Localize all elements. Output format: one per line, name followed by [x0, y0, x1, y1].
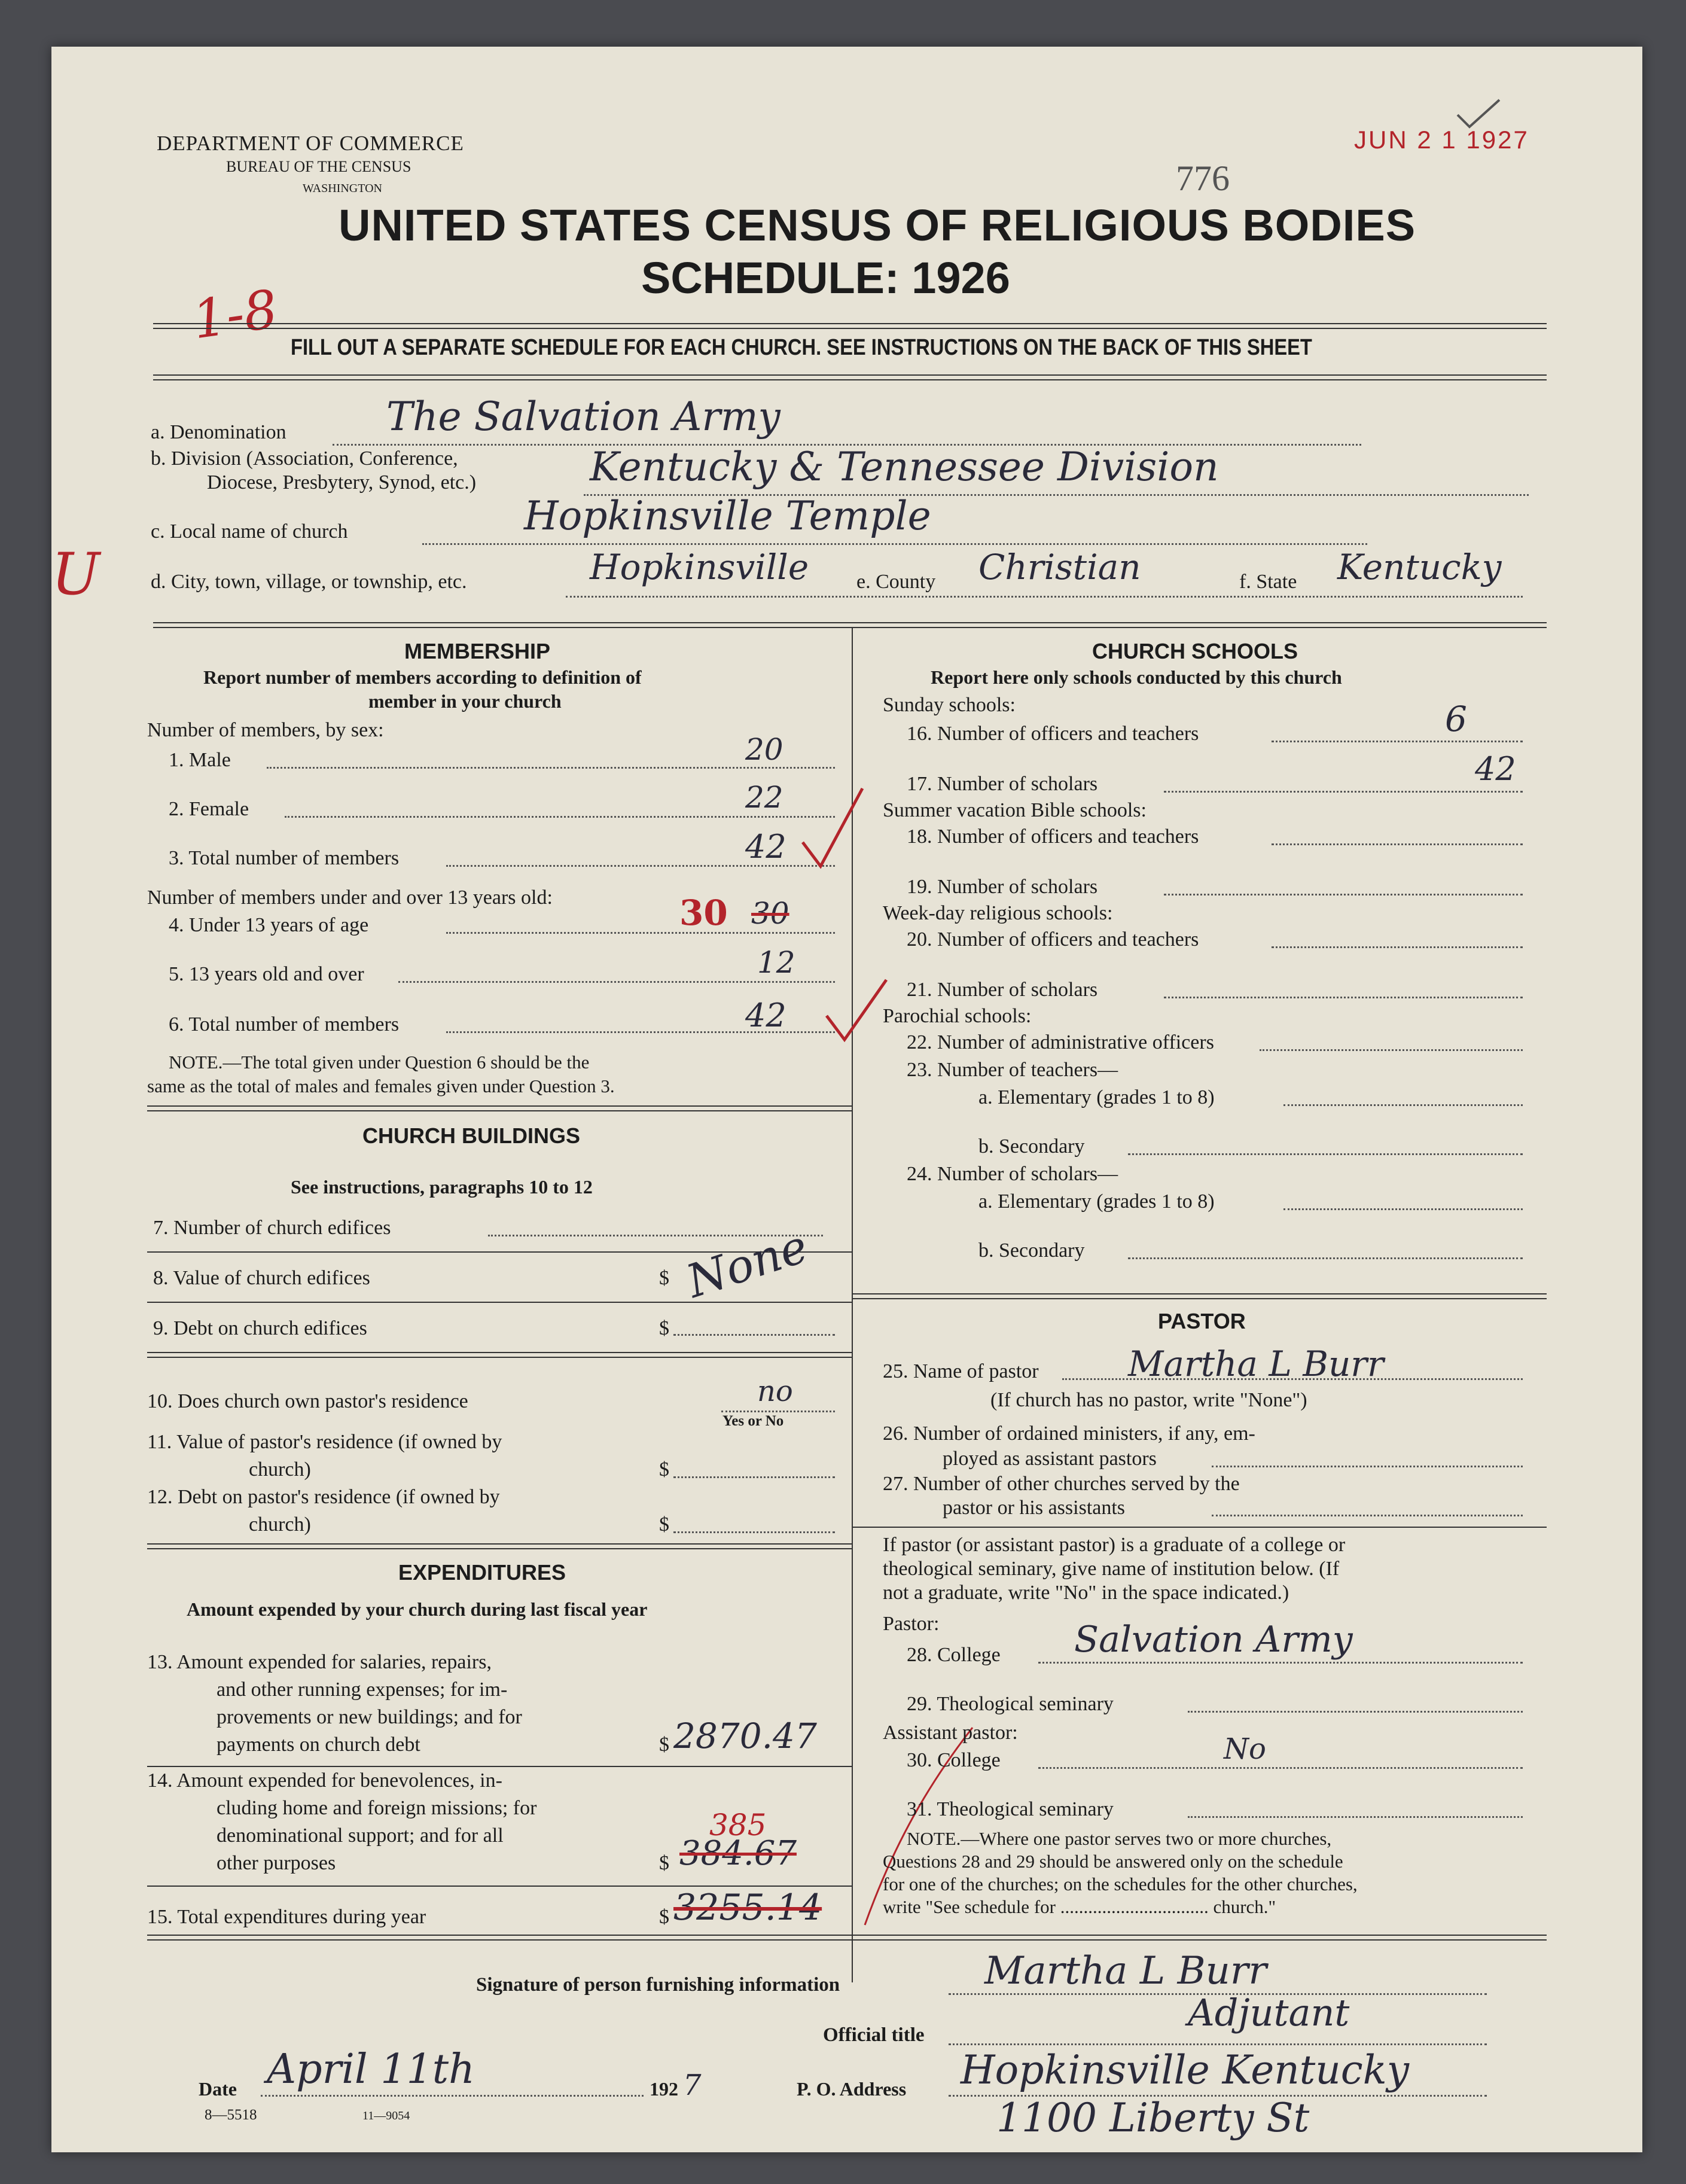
expenditures-heading: EXPENDITURES	[398, 1560, 566, 1585]
pastor-heading: PASTOR	[1158, 1309, 1246, 1333]
year-suffix-value[interactable]: 7	[683, 2069, 702, 2102]
q11-label-2: church)	[249, 1458, 311, 1481]
q17-value[interactable]: 42	[1475, 750, 1516, 788]
pastor-note-2: Questions 28 and 29 should be answered only on the schedule	[883, 1851, 1343, 1872]
schools-heading: CHURCH SCHOOLS	[1092, 639, 1298, 663]
address-label: P. O. Address	[797, 2078, 907, 2100]
q24b-label: b. Secondary	[978, 1239, 1085, 1262]
q20-label: 20. Number of officers and teachers	[907, 928, 1199, 951]
state-value[interactable]: Kentucky	[1337, 547, 1502, 587]
q2-value[interactable]: 22	[745, 780, 783, 815]
city-value[interactable]: Hopkinsville	[590, 547, 809, 587]
print-number: 11—9054	[362, 2109, 410, 2122]
q8-value[interactable]: None	[680, 1219, 814, 1308]
denomination-value[interactable]: The Salvation Army	[386, 394, 781, 440]
parochial-schools-label: Parochial schools:	[883, 1005, 1032, 1027]
dollar-sign: $	[659, 1906, 669, 1928]
q7-label: 7. Number of church edifices	[153, 1217, 391, 1239]
q5-value[interactable]: 12	[757, 945, 795, 980]
expenditures-sub: Amount expended by your church during last fiscal year	[187, 1598, 648, 1620]
q15-value[interactable]: 3255.14	[673, 1887, 822, 1929]
q14-value[interactable]: 384.67	[679, 1834, 797, 1873]
q24-label: 24. Number of scholars—	[907, 1163, 1118, 1185]
date-value[interactable]: April 11th	[267, 2046, 475, 2093]
q31-label: 31. Theological seminary	[907, 1798, 1114, 1820]
q10-label: 10. Does church own pastor's residence	[147, 1390, 468, 1412]
membership-heading: MEMBERSHIP	[404, 639, 551, 663]
weekday-schools-label: Week-day religious schools:	[883, 902, 1113, 924]
assistant-college-value[interactable]: No	[1224, 1732, 1266, 1766]
instruction-banner: FILL OUT A SEPARATE SCHEDULE FOR EACH CHURCH. SEE INSTRUCTIONS ON THE BACK OF THIS SHEET	[291, 335, 1312, 360]
signature-label: Signature of person furnishing information	[476, 1974, 840, 1996]
check-mark-icon	[797, 782, 868, 872]
q30-label: 30. College	[907, 1749, 1001, 1771]
q15-label: 15. Total expenditures during year	[147, 1906, 426, 1928]
q5-label: 5. 13 years old and over	[169, 963, 364, 985]
denomination-label: a. Denomination	[151, 421, 286, 443]
schools-sub: Report here only schools conducted by this church	[931, 666, 1342, 688]
q8-label: 8. Value of church edifices	[153, 1267, 370, 1289]
q14-label-4: other purposes	[217, 1852, 336, 1874]
q24a-label: a. Elementary (grades 1 to 8)	[978, 1190, 1215, 1213]
q6-value[interactable]: 42	[745, 997, 786, 1034]
county-label: e. County	[856, 571, 936, 593]
q1-label: 1. Male	[169, 749, 231, 771]
members-by-sex-label: Number of members, by sex:	[147, 719, 384, 741]
q29-label: 29. Theological seminary	[907, 1693, 1114, 1715]
official-title-value[interactable]: Adjutant	[1188, 1991, 1350, 2034]
yes-no-label: Yes or No	[722, 1413, 784, 1429]
local-name-value[interactable]: Hopkinsville Temple	[524, 493, 931, 539]
division-label-2: Diocese, Presbytery, Synod, etc.)	[207, 471, 477, 494]
q9-label: 9. Debt on church edifices	[153, 1317, 367, 1339]
pastor-note-3: for one of the churches; on the schedules for the other churches,	[883, 1874, 1358, 1894]
grad-instr-2: theological seminary, give name of institution below. (If	[883, 1558, 1340, 1580]
q22-label: 22. Number of administrative officers	[907, 1031, 1214, 1053]
city-label: WASHINGTON	[303, 182, 382, 195]
q25-label: 25. Name of pastor	[883, 1360, 1039, 1382]
check-mark-icon	[1455, 97, 1502, 133]
pastor-note-4: write "See schedule for ................................ church."	[883, 1896, 1276, 1917]
q16-value[interactable]: 6	[1445, 699, 1467, 739]
dollar-sign: $	[659, 1317, 669, 1339]
buildings-heading: CHURCH BUILDINGS	[362, 1123, 580, 1148]
city-label: d. City, town, village, or township, etc.	[151, 571, 467, 593]
dollar-sign: $	[659, 1734, 669, 1756]
signature-value[interactable]: Martha L Burr	[984, 1949, 1267, 1993]
membership-note-1: NOTE.—The total given under Question 6 should be the	[169, 1052, 590, 1073]
q23b-label: b. Secondary	[978, 1135, 1085, 1158]
red-annotation: 1-8	[188, 278, 282, 351]
q23-label: 23. Number of teachers—	[907, 1059, 1118, 1081]
grad-instr-3: not a graduate, write "No" in the space indicated.)	[883, 1582, 1289, 1604]
q14-label-3: denominational support; and for all	[217, 1824, 504, 1847]
serial-number: 776	[1176, 159, 1230, 198]
sunday-schools-label: Sunday schools:	[883, 694, 1016, 716]
dollar-sign: $	[659, 1852, 669, 1874]
membership-sub-2: member in your church	[368, 690, 562, 712]
q4-struck-value: 30	[751, 896, 789, 931]
department-label: DEPARTMENT OF COMMERCE	[157, 132, 464, 155]
pastor-sub-label: Pastor:	[883, 1613, 940, 1635]
q14-corrected-value[interactable]: 385	[709, 1808, 767, 1842]
q3-label: 3. Total number of members	[169, 847, 400, 869]
q4-label: 4. Under 13 years of age	[169, 914, 369, 936]
q2-label: 2. Female	[169, 798, 249, 820]
q13-label-3: provements or new buildings; and for	[217, 1706, 522, 1728]
q18-label: 18. Number of officers and teachers	[907, 826, 1199, 848]
received-date-stamp: JUN 2 1 1927	[1354, 126, 1529, 154]
q23a-label: a. Elementary (grades 1 to 8)	[978, 1086, 1215, 1108]
assistant-pastor-label: Assistant pastor:	[883, 1722, 1018, 1744]
address-value-2[interactable]: 1100 Liberty St	[996, 2095, 1310, 2141]
membership-sub-1: Report number of members according to definition of	[203, 666, 642, 688]
q10-value[interactable]: no	[757, 1375, 793, 1408]
official-title-label: Official title	[823, 2024, 925, 2046]
dollar-sign: $	[659, 1267, 669, 1289]
q13-label-2: and other running expenses; for im-	[217, 1679, 508, 1701]
q6-label: 6. Total number of members	[169, 1013, 400, 1035]
county-value[interactable]: Christian	[978, 547, 1141, 587]
date-label: Date	[199, 2078, 237, 2100]
summer-schools-label: Summer vacation Bible schools:	[883, 799, 1147, 821]
local-name-label: c. Local name of church	[151, 520, 348, 543]
year-prefix: 192	[650, 2078, 678, 2100]
q14-label-1: 14. Amount expended for benevolences, in-	[147, 1769, 502, 1792]
check-mark-icon	[821, 974, 892, 1052]
membership-note-2: same as the total of males and females given under Question 3.	[147, 1076, 615, 1096]
q21-label: 21. Number of scholars	[907, 979, 1098, 1001]
pastor-name-value[interactable]: Martha L Burr	[1128, 1344, 1384, 1384]
q12-label-2: church)	[249, 1513, 311, 1536]
margin-annotation: U	[51, 541, 100, 608]
dollar-sign: $	[659, 1513, 669, 1536]
q27-label-2: pastor or his assistants	[943, 1497, 1126, 1519]
address-value[interactable]: Hopkinsville Kentucky	[961, 2047, 1410, 2093]
q13-value[interactable]: 2870.47	[673, 1716, 817, 1756]
q28-label: 28. College	[907, 1644, 1001, 1666]
q26-label-1: 26. Number of ordained ministers, if any, em-	[883, 1423, 1255, 1445]
q12-label-1: 12. Debt on pastor's residence (if owned by	[147, 1486, 500, 1508]
q1-value[interactable]: 20	[745, 732, 783, 767]
q13-label-4: payments on church debt	[217, 1734, 420, 1756]
form-number: 8—5518	[205, 2107, 257, 2123]
grad-instr-1: If pastor (or assistant pastor) is a graduate of a college or	[883, 1534, 1346, 1556]
form-title: UNITED STATES CENSUS OF RELIGIOUS BODIES	[339, 200, 1416, 250]
bureau-label: BUREAU OF THE CENSUS	[226, 158, 411, 175]
q17-label: 17. Number of scholars	[907, 773, 1098, 795]
state-label: f. State	[1239, 571, 1297, 593]
q13-label-1: 13. Amount expended for salaries, repairs,	[147, 1651, 492, 1673]
q14-label-2: cluding home and foreign missions; for	[217, 1797, 537, 1819]
q4-corrected-value[interactable]: 30	[679, 893, 728, 933]
q25-note: (If church has no pastor, write "None")	[990, 1389, 1307, 1411]
division-value[interactable]: Kentucky & Tennessee Division	[590, 444, 1219, 490]
pastor-note-1: NOTE.—Where one pastor serves two or more churches,	[907, 1828, 1332, 1849]
form-subtitle: SCHEDULE: 1926	[641, 253, 1010, 303]
q19-label: 19. Number of scholars	[907, 876, 1098, 898]
buildings-sub: See instructions, paragraphs 10 to 12	[291, 1176, 593, 1198]
q11-label-1: 11. Value of pastor's residence (if owned by	[147, 1431, 502, 1453]
dollar-sign: $	[659, 1458, 669, 1481]
pastor-college-value[interactable]: Salvation Army	[1074, 1619, 1353, 1661]
census-schedule-form	[51, 47, 1642, 2152]
age-heading: Number of members under and over 13 years old:	[147, 887, 553, 909]
q27-label-1: 27. Number of other churches served by the	[883, 1473, 1240, 1495]
q16-label: 16. Number of officers and teachers	[907, 723, 1199, 745]
q3-value[interactable]: 42	[745, 828, 786, 866]
q26-label-2: ployed as assistant pastors	[943, 1448, 1157, 1470]
division-label-1: b. Division (Association, Conference,	[151, 447, 458, 470]
